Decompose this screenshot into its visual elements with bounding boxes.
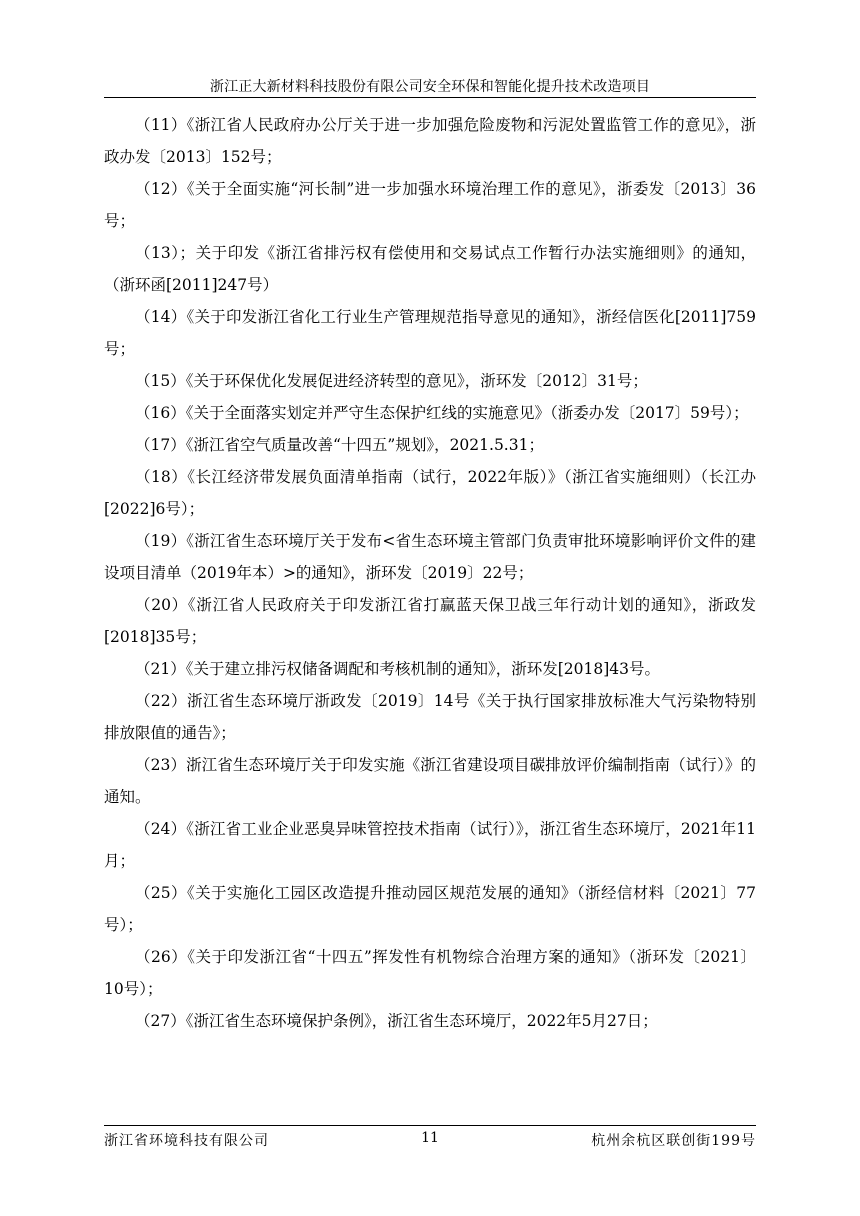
list-item: （24）《浙江省工业企业恶臭异味管控技术指南（试行）》，浙江省生态环境厅，2021年11月； — [104, 820, 756, 870]
list-item: （18）《长江经济带发展负面清单指南（试行，2022年版）》（浙江省实施细则）（长江办[2022]6号）； — [104, 468, 756, 518]
footer-divider — [104, 1125, 756, 1126]
footer-address: 杭州余杭区联创街199号 — [591, 1133, 756, 1149]
list-item: （14）《关于印发浙江省化工行业生产管理规范指导意见的通知》，浙经信医化[2011]759号； — [104, 308, 756, 358]
list-item: （20）《浙江省人民政府关于印发浙江省打赢蓝天保卫战三年行动计划的通知》，浙政发[2018]35号； — [104, 596, 756, 646]
page-number: 11 — [421, 1130, 439, 1146]
list-item: （12）《关于全面实施“河长制”进一步加强水环境治理工作的意见》，浙委发〔2013〕36号； — [104, 180, 756, 230]
regulation-list — [104, 109, 756, 1037]
list-item: （23）浙江省生态环境厅关于印发实施《浙江省建设项目碳排放评价编制指南（试行）》的通知。 — [104, 756, 756, 806]
list-item: （22）浙江省生态环境厅浙政发〔2019〕14号《关于执行国家排放标准大气污染物特别排放限值的通告》； — [104, 692, 756, 742]
list-item: （11）《浙江省人民政府办公厅关于进一步加强危险废物和污泥处置监管工作的意见》，浙政办发〔2013〕152号； — [104, 116, 756, 166]
list-item: （21）《关于建立排污权储备调配和考核机制的通知》，浙环发[2018]43号。 — [135, 660, 660, 678]
list-item: （13）；关于印发《浙江省排污权有偿使用和交易试点工作暂行办法实施细则》的通知，（浙环函[2011]247号） — [104, 244, 756, 294]
list-item: （27）《浙江省生态环境保护条例》，浙江省生态环境厅，2022年5月27日； — [135, 1012, 658, 1030]
running-header-title: 浙江正大新材料科技股份有限公司安全环保和智能化提升技术改造项目 — [209, 79, 651, 95]
list-item: （16）《关于全面落实划定并严守生态保护红线的实施意见》（浙委办发〔2017〕59号）； — [135, 404, 749, 422]
footer-company: 浙江省环境科技有限公司 — [104, 1133, 269, 1149]
list-item: （15）《关于环保优化发展促进经济转型的意见》，浙环发〔2012〕31号； — [135, 372, 648, 390]
header-divider — [104, 97, 756, 98]
list-item: （26）《关于印发浙江省“十四五”挥发性有机物综合治理方案的通知》（浙环发〔2021〕10号）； — [104, 948, 756, 998]
list-item: （25）《关于实施化工园区改造提升推动园区规范发展的通知》（浙经信材料〔2021〕77号）； — [104, 884, 756, 934]
list-item: （17）《浙江省空气质量改善“十四五”规划》，2021.5.31； — [135, 436, 544, 454]
list-item: （19）《浙江省生态环境厅关于发布<省生态环境主管部门负责审批环境影响评价文件的建设项目清单（2019年本）>的通知》，浙环发〔2019〕22号； — [104, 532, 756, 582]
